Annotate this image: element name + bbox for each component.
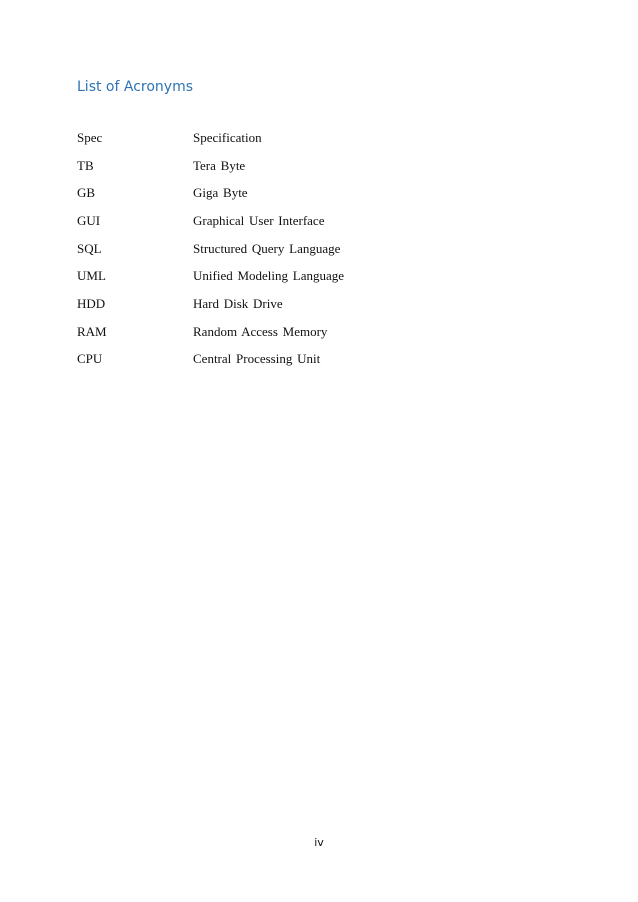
list-item <box>77 152 497 180</box>
acronym-term: CPU <box>77 351 103 367</box>
acronym-term: RAM <box>77 323 107 339</box>
acronym-definition: Giga Byte <box>193 185 248 201</box>
acronym-list <box>77 124 497 373</box>
list-item <box>77 346 497 374</box>
acronym-term: GB <box>77 185 96 201</box>
list-item <box>77 262 497 290</box>
acronym-definition: Structured Query Language <box>193 240 341 256</box>
list-item <box>77 290 497 318</box>
acronym-term: SQL <box>77 240 102 256</box>
acronym-term: UML <box>77 268 106 284</box>
list-item <box>77 207 497 235</box>
acronym-definition: Specification <box>193 129 262 145</box>
list-item <box>77 235 497 263</box>
acronym-term: GUI <box>77 212 101 228</box>
acronym-definition: Central Processing Unit <box>193 351 321 367</box>
page-title: List of Acronyms <box>77 79 193 95</box>
acronym-definition: Unified Modeling Language <box>193 268 345 284</box>
acronym-term: TB <box>77 157 94 173</box>
list-item <box>77 124 497 152</box>
page-number: iv <box>314 836 324 849</box>
acronym-term: Spec <box>77 129 103 145</box>
list-item <box>77 179 497 207</box>
acronym-term: HDD <box>77 295 106 311</box>
acronym-definition: Hard Disk Drive <box>193 295 283 311</box>
acronym-definition: Graphical User Interface <box>193 212 325 228</box>
acronym-definition: Random Access Memory <box>193 323 328 339</box>
acronym-definition: Tera Byte <box>193 157 246 173</box>
list-item <box>77 318 497 346</box>
